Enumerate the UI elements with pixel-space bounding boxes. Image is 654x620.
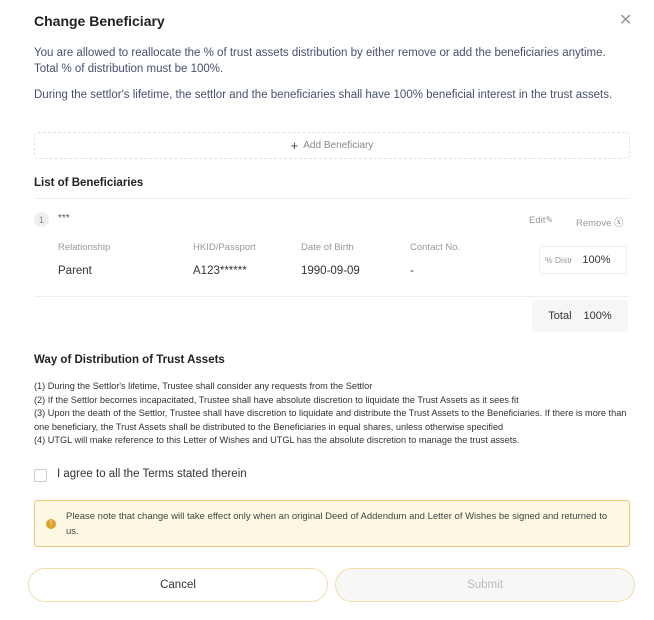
distribution-terms [34, 380, 634, 448]
dialog-title: Change Beneficiary [34, 13, 165, 29]
col-contact: Contact No. [410, 242, 461, 253]
edit-label: Edit [529, 215, 546, 226]
divider [34, 198, 630, 199]
list-heading: List of Beneficiaries [34, 177, 144, 189]
distribution-input[interactable] [539, 246, 627, 274]
total-box [532, 300, 628, 332]
dob-value: 1990-09-09 [301, 265, 360, 277]
distr-value: 100% [582, 254, 611, 266]
notice-banner [34, 500, 630, 547]
total-value: 100% [583, 310, 612, 322]
agree-label[interactable]: I agree to all the Terms stated therein [57, 468, 247, 480]
info-icon: ! [46, 519, 56, 529]
hkid-value: A123****** [193, 265, 247, 277]
pencil-icon: ✎ [545, 215, 554, 226]
submit-button[interactable]: Submit [335, 568, 635, 602]
notice-text: Please note that change will take effect only when an original Deed of Addendum and Letter of Wishes be signed and returned to us. [66, 511, 608, 537]
add-beneficiary-label: Add Beneficiary [303, 140, 374, 151]
col-dob: Date of Birth [301, 242, 354, 253]
relationship-value: Parent [58, 265, 92, 277]
agree-checkbox[interactable] [34, 469, 47, 482]
col-hkid: HKID/Passport [193, 242, 256, 253]
close-icon[interactable]: ✕ [619, 12, 633, 29]
cancel-button[interactable]: Cancel [28, 568, 328, 602]
add-beneficiary-button[interactable] [34, 132, 630, 159]
term-line: (2) If the Settlor becomes incapacitated, Trustee shall have absolute discretion to liquidate the Trust Assets as it sees fit [34, 394, 519, 405]
remove-circle-icon: ⓧ [614, 218, 624, 229]
intro-text-2: During the settlor's lifetime, the settlor and the beneficiaries shall have 100% beneficial interest in the trust assets. [34, 89, 613, 101]
plus-icon: + [290, 138, 299, 153]
distr-label: % Distr [545, 255, 573, 265]
term-line: (4) UTGL will make reference to this Letter of Wishes and UTGL has the absolute discretion to manage the trust assets. [34, 435, 520, 446]
total-label: Total [548, 310, 572, 322]
term-line: (3) Upon the death of the Settlor, Trustee shall have discretion to liquidate and distribute the Trust Assets to the Beneficiaries. If there is more than one beneficiary, the Trust Assets shall be distributed to the Beneficiaries in equal shares, unless otherwise specified [34, 408, 627, 432]
divider [34, 296, 630, 297]
beneficiary-index: 1 [34, 212, 49, 227]
remove-label: Remove [576, 218, 612, 229]
intro-text-1: You are allowed to reallocate the % of trust assets distribution by either remove or add the beneficiaries anytime. Total % of distribution must be 100%. [34, 47, 606, 75]
term-line: (1) During the Settlor's lifetime, Trustee shall consider any requests from the Settlor [34, 381, 373, 391]
edit-button[interactable] [529, 215, 553, 226]
contact-value: - [410, 265, 414, 277]
remove-button[interactable] [576, 215, 624, 229]
col-relationship: Relationship [58, 242, 111, 253]
beneficiary-name: *** [58, 213, 70, 224]
distribution-heading: Way of Distribution of Trust Assets [34, 354, 225, 366]
